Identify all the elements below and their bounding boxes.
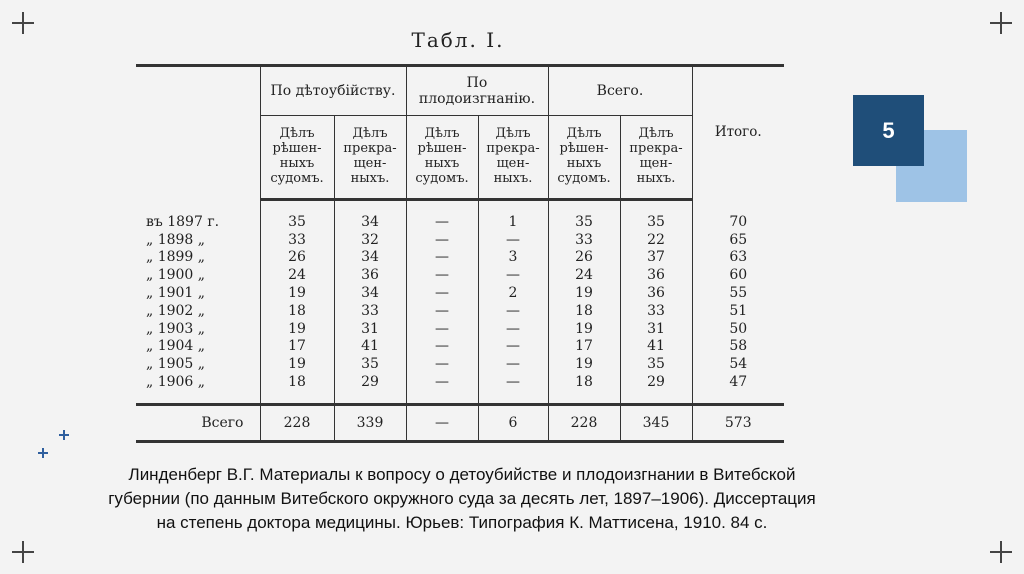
table-cell: 19 bbox=[260, 284, 334, 302]
table-cell: 26 bbox=[260, 249, 334, 267]
table-cell: 47 bbox=[692, 373, 784, 391]
table-cell: 24 bbox=[260, 266, 334, 284]
table-cell: 26 bbox=[548, 249, 620, 267]
totals-label: Всего bbox=[136, 404, 260, 441]
table-cell: 33 bbox=[620, 302, 692, 320]
table-cell: 17 bbox=[260, 338, 334, 356]
slide-number-badge bbox=[853, 95, 924, 166]
table-row bbox=[136, 231, 784, 249]
year-label: „ 1906 „ bbox=[146, 374, 206, 391]
table-cell: 35 bbox=[548, 213, 620, 231]
corner-plus-icon bbox=[990, 12, 1012, 34]
table-cell: 17 bbox=[548, 338, 620, 356]
table-title: Табл. I. bbox=[411, 28, 505, 52]
group-header-all: Всего. bbox=[548, 66, 692, 116]
data-table bbox=[136, 64, 784, 443]
table-cell: — bbox=[406, 373, 478, 391]
subheader-terminated: Дѣлъ прекра- щен- ныхъ. bbox=[478, 116, 548, 200]
table-cell: 70 bbox=[692, 213, 784, 231]
table-cell: — bbox=[406, 320, 478, 338]
table-cell: 2 bbox=[478, 284, 548, 302]
table-cell: 18 bbox=[548, 373, 620, 391]
table-cell: 29 bbox=[620, 373, 692, 391]
table-cell: 22 bbox=[620, 231, 692, 249]
table-cell: 35 bbox=[260, 213, 334, 231]
year-label: „ 1902 „ bbox=[146, 302, 206, 319]
table-cell: — bbox=[478, 302, 548, 320]
table-cell: 345 bbox=[620, 404, 692, 441]
table-cell: — bbox=[406, 266, 478, 284]
table-row bbox=[136, 266, 784, 284]
group-header-abortion: По плодоизгнанію. bbox=[406, 66, 548, 116]
table-cell: — bbox=[478, 338, 548, 356]
table-row bbox=[136, 213, 784, 231]
table-cell: 19 bbox=[260, 320, 334, 338]
year-label: „ 1901 „ bbox=[146, 285, 206, 302]
table-cell: 33 bbox=[334, 302, 406, 320]
corner-header-cell bbox=[136, 66, 260, 200]
table-cell: 228 bbox=[260, 404, 334, 441]
subheader-terminated: Дѣлъ прекра- щен- ныхъ. bbox=[334, 116, 406, 200]
table-cell: 19 bbox=[260, 355, 334, 373]
table-cell: 33 bbox=[260, 231, 334, 249]
subheader-decided: Дѣлъ рѣшен- ныхъ судомъ. bbox=[548, 116, 620, 200]
table-cell: — bbox=[478, 373, 548, 391]
decorative-plus-icon bbox=[38, 448, 48, 458]
table-cell: 34 bbox=[334, 284, 406, 302]
subheader-decided: Дѣлъ рѣшен- ныхъ судомъ. bbox=[260, 116, 334, 200]
subheader-decided: Дѣлъ рѣшен- ныхъ судомъ. bbox=[406, 116, 478, 200]
year-label: въ 1897 г. bbox=[146, 213, 220, 230]
total-header: Итого. bbox=[692, 66, 784, 200]
table-cell: 41 bbox=[334, 338, 406, 356]
table-row bbox=[136, 355, 784, 373]
table-cell: 50 bbox=[692, 320, 784, 338]
table-cell: — bbox=[406, 213, 478, 231]
table-cell: 31 bbox=[620, 320, 692, 338]
table-cell: 36 bbox=[620, 266, 692, 284]
year-label: „ 1900 „ bbox=[146, 267, 206, 284]
table-cell: 19 bbox=[548, 355, 620, 373]
table-cell: 55 bbox=[692, 284, 784, 302]
decorative-plus-icon bbox=[59, 430, 69, 440]
table-cell: 32 bbox=[334, 231, 406, 249]
scanned-table bbox=[128, 18, 788, 450]
table-cell: 60 bbox=[692, 266, 784, 284]
table-row bbox=[136, 373, 784, 391]
table-cell: 6 bbox=[478, 404, 548, 441]
table-cell: 65 bbox=[692, 231, 784, 249]
year-label: „ 1899 „ bbox=[146, 249, 206, 266]
table-cell: 18 bbox=[548, 302, 620, 320]
year-label: „ 1904 „ bbox=[146, 338, 206, 355]
table-cell: — bbox=[406, 404, 478, 441]
table-cell: 29 bbox=[334, 373, 406, 391]
totals-row bbox=[136, 404, 784, 441]
table-cell: — bbox=[406, 284, 478, 302]
table-cell: 36 bbox=[334, 266, 406, 284]
year-label: „ 1898 „ bbox=[146, 231, 206, 248]
table-cell: 54 bbox=[692, 355, 784, 373]
table-cell: — bbox=[478, 266, 548, 284]
table-row bbox=[136, 249, 784, 267]
table-cell: 1 bbox=[478, 213, 548, 231]
table-cell: 573 bbox=[692, 404, 784, 441]
table-cell: 37 bbox=[620, 249, 692, 267]
table-cell: 33 bbox=[548, 231, 620, 249]
table-cell: — bbox=[478, 231, 548, 249]
table-row bbox=[136, 320, 784, 338]
group-header-infanticide: По дѣтоубійству. bbox=[260, 66, 406, 116]
year-label: „ 1905 „ bbox=[146, 356, 206, 373]
table-cell: 41 bbox=[620, 338, 692, 356]
table-cell: 63 bbox=[692, 249, 784, 267]
table-cell: 35 bbox=[620, 213, 692, 231]
table-cell: 31 bbox=[334, 320, 406, 338]
table-cell: — bbox=[406, 302, 478, 320]
table-cell: — bbox=[406, 338, 478, 356]
source-citation: Линденберг В.Г. Материалы к вопросу о детоубийстве и плодоизгнании в Витебской губернии (по данным Витебского окружного суда за десять лет, 1897–1906). Диссертация на степень доктора медицины. Юрьев: Типография К. Маттисена, 1910. 84 с. bbox=[108, 465, 816, 532]
corner-plus-icon bbox=[12, 541, 34, 563]
table-cell: 35 bbox=[620, 355, 692, 373]
corner-plus-icon bbox=[990, 541, 1012, 563]
corner-plus-icon bbox=[12, 12, 34, 34]
table-row bbox=[136, 338, 784, 356]
table-cell: — bbox=[478, 320, 548, 338]
slide-number: 5 bbox=[882, 117, 895, 143]
table-cell: — bbox=[406, 249, 478, 267]
table-cell: 19 bbox=[548, 320, 620, 338]
table-cell: 228 bbox=[548, 404, 620, 441]
table-cell: — bbox=[478, 355, 548, 373]
table-cell: 24 bbox=[548, 266, 620, 284]
table-cell: 339 bbox=[334, 404, 406, 441]
table-cell: 36 bbox=[620, 284, 692, 302]
table-cell: 18 bbox=[260, 373, 334, 391]
table-cell: 18 bbox=[260, 302, 334, 320]
table-cell: 58 bbox=[692, 338, 784, 356]
table-cell: 35 bbox=[334, 355, 406, 373]
table-cell: 51 bbox=[692, 302, 784, 320]
year-label: „ 1903 „ bbox=[146, 320, 206, 337]
table-row bbox=[136, 302, 784, 320]
table-cell: 34 bbox=[334, 249, 406, 267]
table-cell: 3 bbox=[478, 249, 548, 267]
table-cell: — bbox=[406, 355, 478, 373]
table-cell: 34 bbox=[334, 213, 406, 231]
table-cell: — bbox=[406, 231, 478, 249]
table-row bbox=[136, 284, 784, 302]
subheader-terminated: Дѣлъ прекра- щен- ныхъ. bbox=[620, 116, 692, 200]
table-cell: 19 bbox=[548, 284, 620, 302]
